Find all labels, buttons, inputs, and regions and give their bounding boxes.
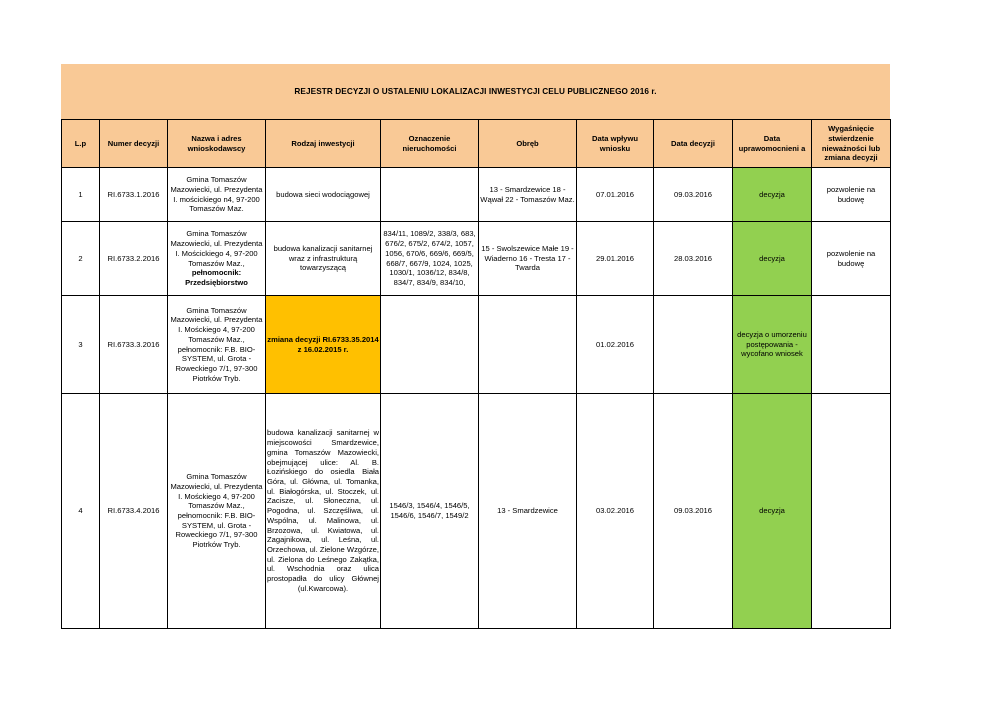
table-row [62, 394, 891, 629]
cell-wygasniecie: pozwolenie na budowę [812, 222, 891, 296]
cell-data-upr: decyzja [733, 168, 812, 222]
table-row [62, 296, 891, 394]
cell-rodzaj [266, 394, 381, 629]
cell-data-upr: decyzja o umorzeniu postępowania - wycofano wniosek [733, 296, 812, 394]
col-header-numer: Numer decyzji [100, 120, 168, 168]
cell-oznaczenie [381, 296, 479, 394]
col-header-wygasniecie: Wygaśnięcie stwierdzenie nieważności lub zmiana decyzji [812, 120, 891, 168]
col-header-data-decyzji: Data decyzji [654, 120, 733, 168]
cell-data-wplywu: 01.02.2016 [577, 296, 654, 394]
cell-rodzaj: zmiana decyzji RI.6733.35.2014 z 16.02.2015 r. [266, 296, 381, 394]
header-row [62, 120, 891, 168]
cell-oznaczenie: 1546/3, 1546/4, 1546/5, 1546/6, 1546/7, 1549/2 [381, 394, 479, 629]
cell-wygasniecie [812, 296, 891, 394]
cell-data-decyzji [654, 296, 733, 394]
col-header-rodzaj: Rodzaj inwestycji [266, 120, 381, 168]
cell-nazwa: Gmina Tomaszów Mazowiecki, ul. Prezydenta I. Mośckiego 4, 97-200 Tomaszów Maz., pełnomocnik: F.B. BIO-SYSTEM, ul. Grota - Roweckiego 7/1, 97-300 Piotrków Tryb. [168, 296, 266, 394]
cell-numer: RI.6733.2.2016 [100, 222, 168, 296]
register-title: REJESTR DECYZJI O USTALENIU LOKALIZACJI INWESTYCJI CELU PUBLICZNEGO 2016 r. [61, 64, 890, 119]
cell-data-wplywu: 29.01.2016 [577, 222, 654, 296]
col-header-data-wplywu: Data wpływu wniosku [577, 120, 654, 168]
col-header-data-upr: Data uprawomocnieni a [733, 120, 812, 168]
cell-oznaczenie [381, 222, 479, 296]
col-header-obreb: Obręb [479, 120, 577, 168]
table-row [62, 222, 891, 296]
cell-nazwa: Gmina Tomaszów Mazowiecki, ul. Prezydenta I. mościckiego n4, 97-200 Tomaszów Maz. [168, 168, 266, 222]
nazwa-pelnomocnik: pełnomocnik: Przedsiębiorstwo [185, 268, 248, 287]
cell-numer: RI.6733.3.2016 [100, 296, 168, 394]
col-header-lp: L.p [62, 120, 100, 168]
cell-wygasniecie: pozwolenie na budowę [812, 168, 891, 222]
cell-oznaczenie [381, 168, 479, 222]
cell-data-wplywu: 03.02.2016 [577, 394, 654, 629]
col-header-oznaczenie: Oznaczenie nieruchomości [381, 120, 479, 168]
cell-data-upr: decyzja [733, 222, 812, 296]
cell-obreb [479, 296, 577, 394]
cell-nazwa [168, 222, 266, 296]
cell-nazwa: Gmina Tomaszów Mazowiecki, ul. Prezydenta I. Mośckiego 4, 97-200 Tomaszów Maz., pełnomocnik: F.B. BIO-SYSTEM, ul. Grota - Roweckiego 7/1, 97-300 Piotrków Tryb. [168, 394, 266, 629]
nazwa-text: Gmina Tomaszów Mazowiecki, ul. Prezydenta I. Mościckiego 4, 97-200 Tomaszów Maz., [170, 229, 263, 268]
cell-data-decyzji: 09.03.2016 [654, 168, 733, 222]
col-header-nazwa: Nazwa i adres wnioskodawscy [168, 120, 266, 168]
cell-obreb: 13 - Smardzewice [479, 394, 577, 629]
cell-data-wplywu: 07.01.2016 [577, 168, 654, 222]
cell-lp: 4 [62, 394, 100, 629]
cell-data-decyzji: 09.03.2016 [654, 394, 733, 629]
cell-lp: 1 [62, 168, 100, 222]
cell-obreb: 13 - Smardzewice 18 - Wąwał 22 - Tomaszów Maz. [479, 168, 577, 222]
rodzaj-text: budowa kanalizacji sanitarnej w miejscowości Smardzewice, gmina Tomaszów Mazowiecki, obejmującej ulice: Al. B. Łozińskiego do osiedla Biała Góra, ul. Główna, ul. Tomanka, ul. Białogórska, ul. Stoczek, ul. Zacisze, ul. Słoneczna, ul. Pogodna, ul. Szczęśliwa, ul. Wspólna, ul. Malinowa, ul. Brzozowa, ul. Kwiatowa, ul. Zagajnikowa, ul. Leśna, ul. Orzechowa, ul. Zielone Wzgórze, ul. Zielona do Leśnego Zakątka, ul. Wschodnia oraz ulica prostopadła do ulicy Głównej (ul.Kwarcowa). [267, 428, 379, 593]
cell-data-decyzji: 28.03.2016 [654, 222, 733, 296]
cell-lp: 2 [62, 222, 100, 296]
oznaczenie-text: 834/11, 1089/2, 338/3, 683, 676/2, 675/2, 674/2, 1057, 1056, 670/6, 669/6, 669/5, 668/7, 667/9, 1024, 1025, 1030/1, 1036/12, 834/8, 834/7, 834/9, 834/10, [383, 229, 476, 287]
cell-numer: RI.6733.4.2016 [100, 394, 168, 629]
cell-obreb: 15 - Swolszewice Małe 19 - Wiaderno 16 - Tresta 17 - Twarda [479, 222, 577, 296]
cell-rodzaj: budowa kanalizacji sanitarnej wraz z infrastrukturą towarzyszącą [266, 222, 381, 296]
register-table [61, 119, 891, 629]
table-row [62, 168, 891, 222]
cell-data-upr: decyzja [733, 394, 812, 629]
cell-wygasniecie [812, 394, 891, 629]
cell-rodzaj: budowa sieci wodociągowej [266, 168, 381, 222]
cell-numer: RI.6733.1.2016 [100, 168, 168, 222]
cell-lp: 3 [62, 296, 100, 394]
